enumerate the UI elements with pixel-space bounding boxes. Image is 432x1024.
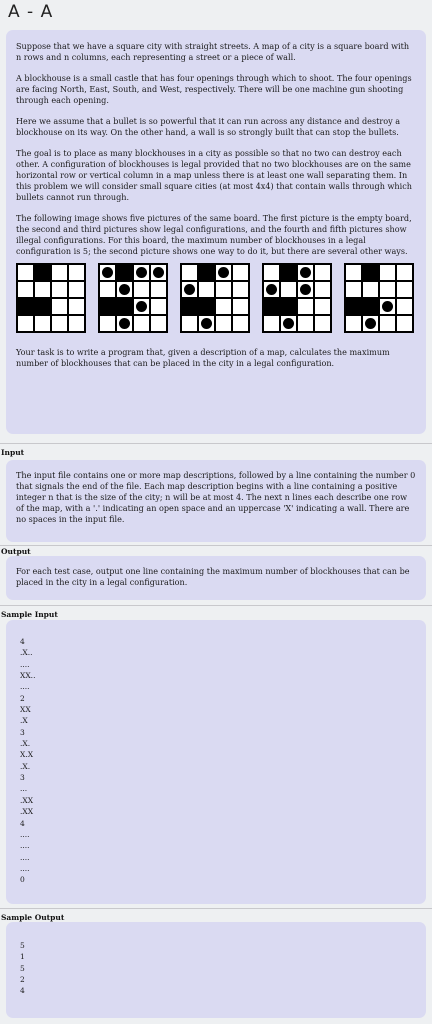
blockhouse-cell	[133, 264, 150, 281]
wall-cell	[116, 298, 133, 315]
input-text: The input file contains one or more map descriptions, followed by a line containing the number 0 that signals the end of the file. Each map description begins with a line containing a positive integer n that is the size of the city; n will be at most 4. The next n lines each describe one row of the map, with a '.' indicating an open space and an uppercase 'X' indicating a wall. There are no spaces in the input file.	[16, 470, 416, 524]
sample-input-panel	[6, 620, 426, 904]
open-cell	[215, 315, 232, 332]
description-panel	[6, 30, 426, 434]
open-cell	[297, 315, 314, 332]
open-cell	[345, 281, 362, 298]
open-cell	[51, 315, 68, 332]
open-cell	[150, 298, 167, 315]
wall-cell	[362, 264, 379, 281]
open-cell	[181, 315, 198, 332]
wall-cell	[198, 298, 215, 315]
description-paragraph: Suppose that we have a square city with straight streets. A map of a city is a square board with n rows and n columns, each representing a street or a piece of wall.	[16, 41, 410, 62]
open-cell	[232, 281, 249, 298]
open-cell	[263, 264, 280, 281]
open-cell	[215, 298, 232, 315]
output-heading: Output	[1, 547, 31, 556]
description-paragraph: The following image shows five pictures of the same board. The first picture is the empty board, the second and third pictures show legal configurations, and the fourth and fifth pictures show illegal configurations. For this board, the maximum number of blockhouses in a legal configuration is 5; the second picture shows one way to do it, but there are several other ways.	[16, 213, 412, 256]
blockhouse-cell	[215, 264, 232, 281]
sample-input-heading: Sample Input	[1, 610, 58, 619]
open-cell	[99, 315, 116, 332]
example-boards	[16, 263, 416, 333]
open-cell	[150, 281, 167, 298]
sample-input-text: 4 .X.. .... XX.. .... 2 XX .X 3 .X. X.X .X. 3 ... .XX .XX 4 .... .... .... .... 0	[20, 637, 36, 885]
wall-cell	[17, 298, 34, 315]
open-cell	[396, 281, 413, 298]
divider	[0, 908, 432, 909]
open-cell	[232, 315, 249, 332]
page-title: A - A	[8, 2, 54, 22]
board-picture	[16, 263, 86, 333]
open-cell	[133, 281, 150, 298]
open-cell	[215, 281, 232, 298]
open-cell	[68, 281, 85, 298]
open-cell	[17, 281, 34, 298]
open-cell	[34, 281, 51, 298]
blockhouse-cell	[133, 298, 150, 315]
wall-cell	[34, 298, 51, 315]
sample-output-panel	[6, 922, 426, 1018]
wall-cell	[263, 298, 280, 315]
task-paragraph: Your task is to write a program that, given a description of a map, calculates the maximum number of blockhouses that can be placed in the city in a legal configuration.	[16, 347, 390, 368]
open-cell	[345, 264, 362, 281]
open-cell	[396, 298, 413, 315]
open-cell	[314, 281, 331, 298]
open-cell	[379, 281, 396, 298]
description-paragraph: Here we assume that a bullet is so powerful that it can run across any distance and destroy a blockhouse on its way. On the other hand, a wall is so strongly built that can stop the bullets.	[16, 116, 401, 137]
board-picture	[180, 263, 250, 333]
sample-output-text: 5 1 5 2 4	[20, 941, 25, 996]
open-cell	[396, 264, 413, 281]
open-cell	[396, 315, 413, 332]
open-cell	[263, 315, 280, 332]
wall-cell	[116, 264, 133, 281]
open-cell	[314, 298, 331, 315]
board-picture	[344, 263, 414, 333]
open-cell	[232, 298, 249, 315]
input-heading: Input	[1, 448, 25, 457]
open-cell	[99, 281, 116, 298]
blockhouse-cell	[379, 298, 396, 315]
wall-cell	[280, 264, 297, 281]
open-cell	[150, 315, 167, 332]
blockhouse-cell	[263, 281, 280, 298]
wall-cell	[181, 298, 198, 315]
wall-cell	[362, 298, 379, 315]
blockhouse-cell	[116, 315, 133, 332]
divider	[0, 443, 432, 444]
open-cell	[51, 281, 68, 298]
blockhouse-cell	[362, 315, 379, 332]
open-cell	[51, 298, 68, 315]
divider	[0, 605, 432, 606]
open-cell	[17, 264, 34, 281]
blockhouse-cell	[181, 281, 198, 298]
open-cell	[345, 315, 362, 332]
open-cell	[17, 315, 34, 332]
open-cell	[314, 315, 331, 332]
open-cell	[34, 315, 51, 332]
open-cell	[362, 281, 379, 298]
wall-cell	[99, 298, 116, 315]
board-picture	[98, 263, 168, 333]
blockhouse-cell	[99, 264, 116, 281]
open-cell	[181, 264, 198, 281]
blockhouse-cell	[297, 281, 314, 298]
open-cell	[68, 298, 85, 315]
blockhouse-cell	[198, 315, 215, 332]
blockhouse-cell	[297, 264, 314, 281]
wall-cell	[345, 298, 362, 315]
open-cell	[68, 315, 85, 332]
open-cell	[133, 315, 150, 332]
open-cell	[280, 281, 297, 298]
open-cell	[297, 298, 314, 315]
input-panel	[6, 460, 426, 542]
blockhouse-cell	[150, 264, 167, 281]
open-cell	[68, 264, 85, 281]
open-cell	[314, 264, 331, 281]
open-cell	[379, 264, 396, 281]
output-panel	[6, 556, 426, 600]
description-paragraph: The goal is to place as many blockhouses in a city as possible so that no two can destroy each other. A configuration of blockhouses is legal provided that no two blockhouses are on the same horizontal row or vertical column in a map unless there is at least one wall separating them. In this problem we will consider small square cities (at most 4x4) that contain walls through which bullets cannot run through.	[16, 148, 412, 202]
divider	[0, 545, 432, 546]
wall-cell	[280, 298, 297, 315]
wall-cell	[198, 264, 215, 281]
board-picture	[262, 263, 332, 333]
output-text: For each test case, output one line containing the maximum number of blockhouses that can be placed in the city in a legal configuration.	[16, 566, 410, 587]
sample-output-heading: Sample Output	[1, 913, 65, 922]
description-paragraph: A blockhouse is a small castle that has four openings through which to shoot. The four openings are facing North, East, South, and West, respectively. There will be one machine gun shooting through each opening.	[16, 73, 412, 105]
open-cell	[232, 264, 249, 281]
blockhouse-cell	[280, 315, 297, 332]
blockhouse-cell	[116, 281, 133, 298]
open-cell	[51, 264, 68, 281]
wall-cell	[34, 264, 51, 281]
open-cell	[379, 315, 396, 332]
open-cell	[198, 281, 215, 298]
